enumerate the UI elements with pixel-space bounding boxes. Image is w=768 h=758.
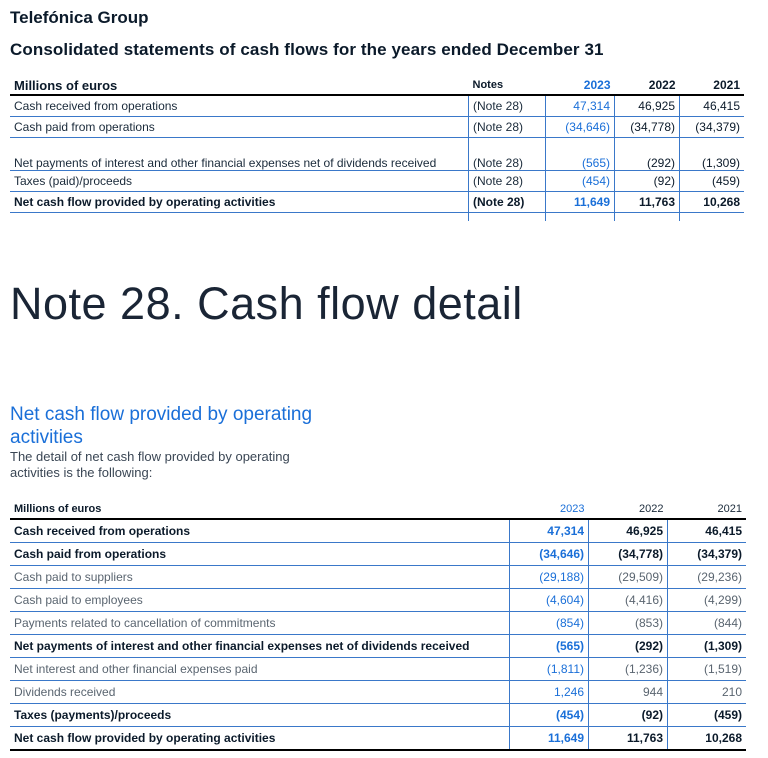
value-2021: (4,299) (668, 589, 747, 612)
value-2023: (34,646) (546, 117, 615, 138)
note-reference-link[interactable]: (Note 28) (469, 95, 546, 117)
note-reference-link[interactable]: (Note 28) (469, 192, 546, 213)
value-2022: (292) (615, 138, 680, 171)
row-label: Net payments of interest and other financial expenses net of dividends received (10, 635, 510, 658)
table-row (10, 519, 746, 543)
table-row (10, 117, 744, 138)
row-label: Cash paid to suppliers (10, 566, 510, 589)
value-2023: (1,811) (510, 658, 589, 681)
column-header-2022: 2022 (615, 76, 680, 95)
note-reference-link[interactable]: (Note 28) (469, 138, 546, 171)
value-2021: (29,236) (668, 566, 747, 589)
value-2023: (454) (546, 171, 615, 192)
value-2021: 46,415 (680, 95, 745, 117)
column-header-2023: 2023 (546, 76, 615, 95)
column-header-notes: Notes (469, 76, 546, 95)
table-row-total (10, 192, 744, 213)
value-2022: (34,778) (615, 117, 680, 138)
value-2022: (1,236) (589, 658, 668, 681)
value-2022: (4,416) (589, 589, 668, 612)
column-header-2021: 2021 (668, 500, 747, 519)
value-2021: (1,519) (668, 658, 747, 681)
value-2022: 46,925 (589, 519, 668, 543)
value-2023: 11,649 (510, 727, 589, 751)
value-2021: 10,268 (668, 727, 747, 751)
value-2022: (853) (589, 612, 668, 635)
value-2021: 46,415 (668, 519, 747, 543)
spacer-cell (680, 213, 745, 222)
row-label: Net interest and other financial expenses paid (10, 658, 510, 681)
value-2023: (34,646) (510, 543, 589, 566)
column-header-2021: 2021 (680, 76, 745, 95)
spacer-cell (615, 213, 680, 222)
value-2022: (29,509) (589, 566, 668, 589)
table-row (10, 95, 744, 117)
value-2022: 11,763 (615, 192, 680, 213)
table-row-total (10, 727, 746, 751)
value-2021: (844) (668, 612, 747, 635)
statement-title: Consolidated statements of cash flows for the years ended December 31 (10, 40, 604, 59)
row-label: Cash paid from operations (10, 543, 510, 566)
value-2021: 210 (668, 681, 747, 704)
row-label: Net cash flow provided by operating activities (10, 727, 510, 751)
value-2023: (454) (510, 704, 589, 727)
table-header-row (10, 76, 744, 95)
column-header-label: Millions of euros (10, 76, 469, 95)
note-heading: Note 28. Cash flow detail (10, 278, 523, 329)
value-2022: (292) (589, 635, 668, 658)
value-2022: (34,778) (589, 543, 668, 566)
section-heading: Net cash flow provided by operating activities (10, 404, 313, 448)
value-2023: (4,604) (510, 589, 589, 612)
value-2023: (565) (546, 138, 615, 171)
value-2023: 1,246 (510, 681, 589, 704)
intro-text: The detail of net cash flow provided by operating activities is the following: (10, 449, 290, 480)
row-label: Taxes (payments)/proceeds (10, 704, 510, 727)
row-label: Taxes (paid)/proceeds (10, 171, 469, 192)
row-label: Cash paid from operations (10, 117, 469, 138)
value-2021: (459) (680, 171, 745, 192)
table-row (10, 681, 746, 704)
value-2023: (565) (510, 635, 589, 658)
table-row (10, 138, 744, 171)
value-2023: 47,314 (510, 519, 589, 543)
value-2021: (459) (668, 704, 747, 727)
note-reference-link[interactable]: (Note 28) (469, 171, 546, 192)
note-reference-link[interactable]: (Note 28) (469, 117, 546, 138)
cash-flow-detail-table (10, 500, 746, 751)
row-label: Cash received from operations (10, 95, 469, 117)
value-2023: 47,314 (546, 95, 615, 117)
table-row (10, 566, 746, 589)
row-label: Dividends received (10, 681, 510, 704)
table-row (10, 658, 746, 681)
row-label: Net cash flow provided by operating activities (10, 192, 469, 213)
value-2021: (1,309) (680, 138, 745, 171)
column-header-2022: 2022 (589, 500, 668, 519)
value-2023: (854) (510, 612, 589, 635)
value-2022: (92) (615, 171, 680, 192)
spacer-cell (546, 213, 615, 222)
row-label: Payments related to cancellation of commitments (10, 612, 510, 635)
table-row (10, 589, 746, 612)
table-row (10, 543, 746, 566)
column-header-label: Millions of euros (10, 500, 510, 519)
value-2021: (34,379) (680, 117, 745, 138)
value-2022: 944 (589, 681, 668, 704)
value-2022: (92) (589, 704, 668, 727)
value-2021: (1,309) (668, 635, 747, 658)
value-2022: 46,925 (615, 95, 680, 117)
table-spacer-row (10, 213, 744, 222)
spacer-cell (10, 213, 469, 222)
table-row (10, 635, 746, 658)
cash-flow-statement-table (10, 76, 744, 221)
table-row (10, 612, 746, 635)
value-2021: 10,268 (680, 192, 745, 213)
row-label: Cash received from operations (10, 519, 510, 543)
table-row (10, 171, 744, 192)
value-2023: (29,188) (510, 566, 589, 589)
table-header-row (10, 500, 746, 519)
column-header-2023: 2023 (510, 500, 589, 519)
table-row (10, 704, 746, 727)
value-2021: (34,379) (668, 543, 747, 566)
value-2022: 11,763 (589, 727, 668, 751)
group-title: Telefónica Group (10, 8, 149, 27)
row-label: Net payments of interest and other financial expenses net of dividends received (10, 138, 469, 171)
row-label: Cash paid to employees (10, 589, 510, 612)
spacer-cell (469, 213, 546, 222)
value-2023: 11,649 (546, 192, 615, 213)
